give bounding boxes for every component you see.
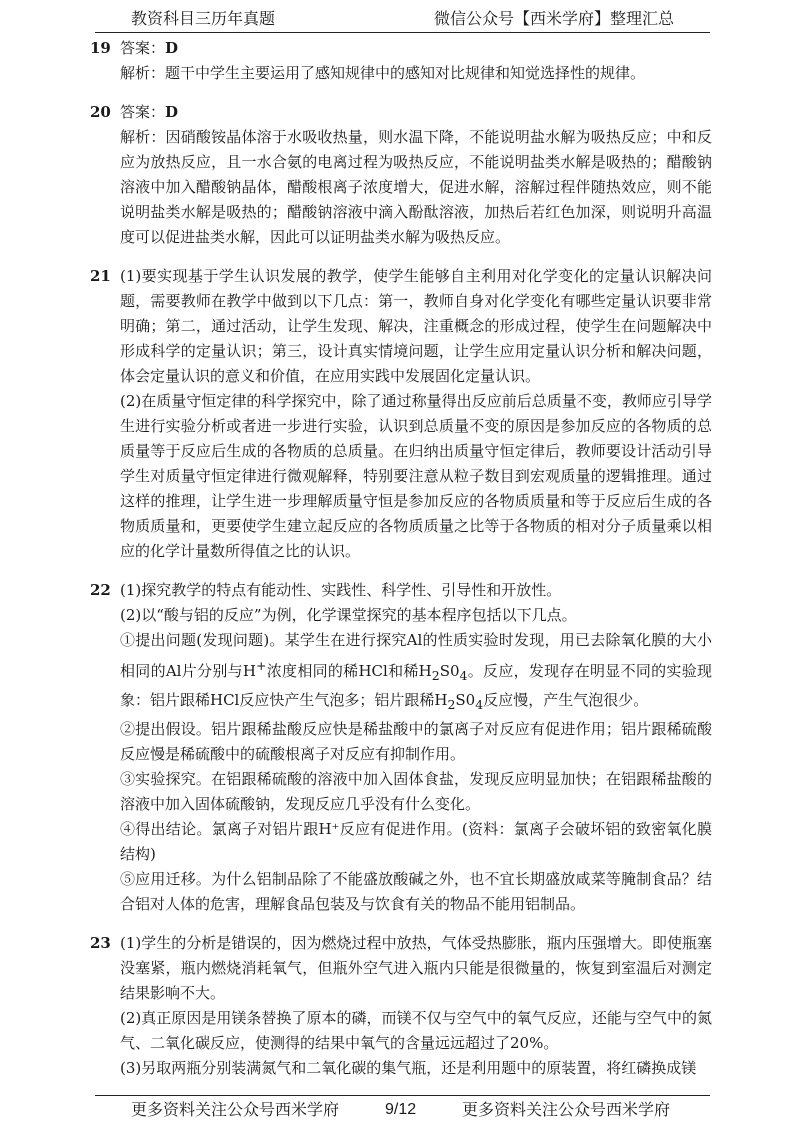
question-number: 20 bbox=[90, 103, 111, 121]
text-run: 。反应，发现存在明显不同的实验现象：铝片跟稀HCl反应快产生气泡多；铝片跟稀H bbox=[120, 662, 712, 709]
answer-paragraph: ③实验探究。在铝跟稀硫酸的溶液中加入固体食盐，发现反应明显加快；在铝跟稀盐酸的溶液中加入固体硫酸钠，发现反应几乎没有什么变化。 bbox=[120, 770, 712, 813]
answer-paragraph: (1)学生的分析是错误的，因为燃烧过程中放热，气体受热膨胀，瓶内压强增大。即使瓶塞没塞紧，瓶内燃烧消耗氧气，但瓶外空气进入瓶内只能是很微量的，恢复到室温后对测定结果影响不大。 bbox=[120, 934, 712, 1002]
question-21 bbox=[90, 264, 712, 564]
subscript: 2 bbox=[431, 668, 440, 683]
header-title: 教资科目三历年真题 bbox=[131, 9, 276, 28]
answer-paragraph: (1)要实现基于学生认识发展的教学，使学生能够自主利用对化学变化的定量认识解决问题，需要教师在教学中做到以下几点：第一，教师自身对化学变化有哪些定量认识要非常明确；第二，通过活动，让学生发现、解决，注重概念的形成过程，使学生在问题解决中形成科学的定量认识；第三，设计真实情境问题，让学生应用定量认识分析和解决问题，体会定量认识的意义和价值，在应用实践中发展固化定量认识。 bbox=[120, 267, 712, 385]
answer-paragraph: (3)另取两瓶分别装满氮气和二氧化碳的集气瓶，还是利用题中的原装置，将红磷换成镁 bbox=[120, 1059, 697, 1077]
question-20 bbox=[90, 100, 712, 250]
page-header bbox=[95, 6, 710, 33]
text-run: 浓度相同的稀HCl和稀H bbox=[266, 662, 432, 680]
answer-paragraph bbox=[120, 628, 712, 717]
page-number: 9/12 bbox=[385, 1101, 417, 1118]
header-source: 微信公众号【西米学府】整理汇总 bbox=[433, 9, 674, 28]
analysis-text: 解析：题干中学生主要运用了感知规律中的感知对比规律和知觉选择性的规律。 bbox=[120, 64, 646, 82]
subscript: 4 bbox=[475, 697, 484, 712]
question-number: 21 bbox=[90, 267, 111, 285]
answer-line bbox=[120, 36, 712, 61]
document-body bbox=[90, 36, 712, 1081]
answer-value: D bbox=[165, 103, 179, 121]
answer-value: D bbox=[165, 39, 179, 57]
answer-paragraph: ⑤应用迁移。为什么铝制品除了不能盛放酸碱之外，也不宜长期盛放咸菜等腌制食品？结合铝对人体的危害，理解食品包装及与饮食有关的物品不能用铝制品。 bbox=[120, 870, 712, 913]
text-run: ①提出问题(发现问题)。某学生在进行探究Al的性质实验时发现，用已去除氧化膜的大小相同的Al片分别与H bbox=[120, 631, 712, 680]
superscript: + bbox=[255, 658, 267, 673]
subscript: 2 bbox=[447, 697, 456, 712]
answer-label: 答案： bbox=[120, 103, 166, 121]
text-run: 反应慢，产生气泡很少。 bbox=[483, 691, 649, 709]
answer-paragraph: (2)以“酸与铝的反应”为例，化学课堂探究的基本程序包括以下几点。 bbox=[120, 606, 577, 624]
question-22 bbox=[90, 578, 712, 917]
answer-paragraph: (1)探究教学的特点有能动性、实践性、科学性、引导性和开放性。 bbox=[120, 581, 562, 599]
answer-paragraph: (2)真正原因是用镁条替换了原本的磷，而镁不仅与空气中的氧气反应，还能与空气中的氮气、二氧化碳反应，使测得的结果中氧气的含量远远超过了20%。 bbox=[120, 1009, 712, 1052]
answer-paragraph: (2)在质量守恒定律的科学探究中，除了通过称量得出反应前后总质量不变，教师应引导学生进行实验分析或者进一步进行实验，认识到总质量不变的原因是参加反应的各物质的总质量等于反应后生成的各物质的总质量。在归纳出质量守恒定律后，教师要设计活动引导学生对质量守恒定律进行微观解释，特别要注意从粒子数目到宏观质量的逻辑推理。通过这样的推理，让学生进一步理解质量守恒是参加反应的各物质质量和等于反应后生成的各物质质量和，更要使学生建立起反应的各物质质量之比等于各物质的相对分子质量乘以相应的化学计量数所得值之比的认识。 bbox=[120, 392, 712, 560]
answer-label: 答案： bbox=[120, 39, 166, 57]
answer-paragraph: ②提出假设。铝片跟稀盐酸反应快是稀盐酸中的氯离子对反应有促进作用；铝片跟稀硫酸反应慢是稀硫酸中的硫酸根离子对反应有抑制作用。 bbox=[120, 720, 712, 763]
question-number: 23 bbox=[90, 934, 111, 952]
text-run: S0 bbox=[455, 691, 476, 709]
footer-note-left: 更多资料关注公众号西米学府 bbox=[131, 1100, 340, 1119]
subscript: 4 bbox=[459, 668, 468, 683]
answer-line bbox=[120, 100, 712, 125]
text-run: S0 bbox=[439, 662, 460, 680]
footer-note-right: 更多资料关注公众号西米学府 bbox=[461, 1100, 670, 1119]
question-23 bbox=[90, 931, 712, 1081]
page-footer bbox=[95, 1095, 710, 1126]
question-number: 22 bbox=[90, 581, 111, 599]
question-19 bbox=[90, 36, 712, 86]
analysis-text: 解析：因硝酸铵晶体溶于水吸收热量，则水温下降，不能说明盐水解为吸热反应；中和反应为放热反应，且一水合氨的电离过程为吸热反应，不能说明盐类水解是吸热的；醋酸钠溶液中加入醋酸钠晶体，醋酸根离子浓度增大，促进水解，溶解过程伴随热效应，则不能说明盐类水解是吸热的；醋酸钠溶液中滴入酚酞溶液，加热后若红色加深，则说明升高温度可以促进盐类水解，因此可以证明盐类水解为吸热反应。 bbox=[120, 128, 712, 246]
question-number: 19 bbox=[90, 39, 111, 57]
answer-paragraph: ④得出结论。氯离子对铝片跟H⁺反应有促进作用。(资料：氯离子会破坏铝的致密氧化膜结构) bbox=[120, 820, 712, 863]
